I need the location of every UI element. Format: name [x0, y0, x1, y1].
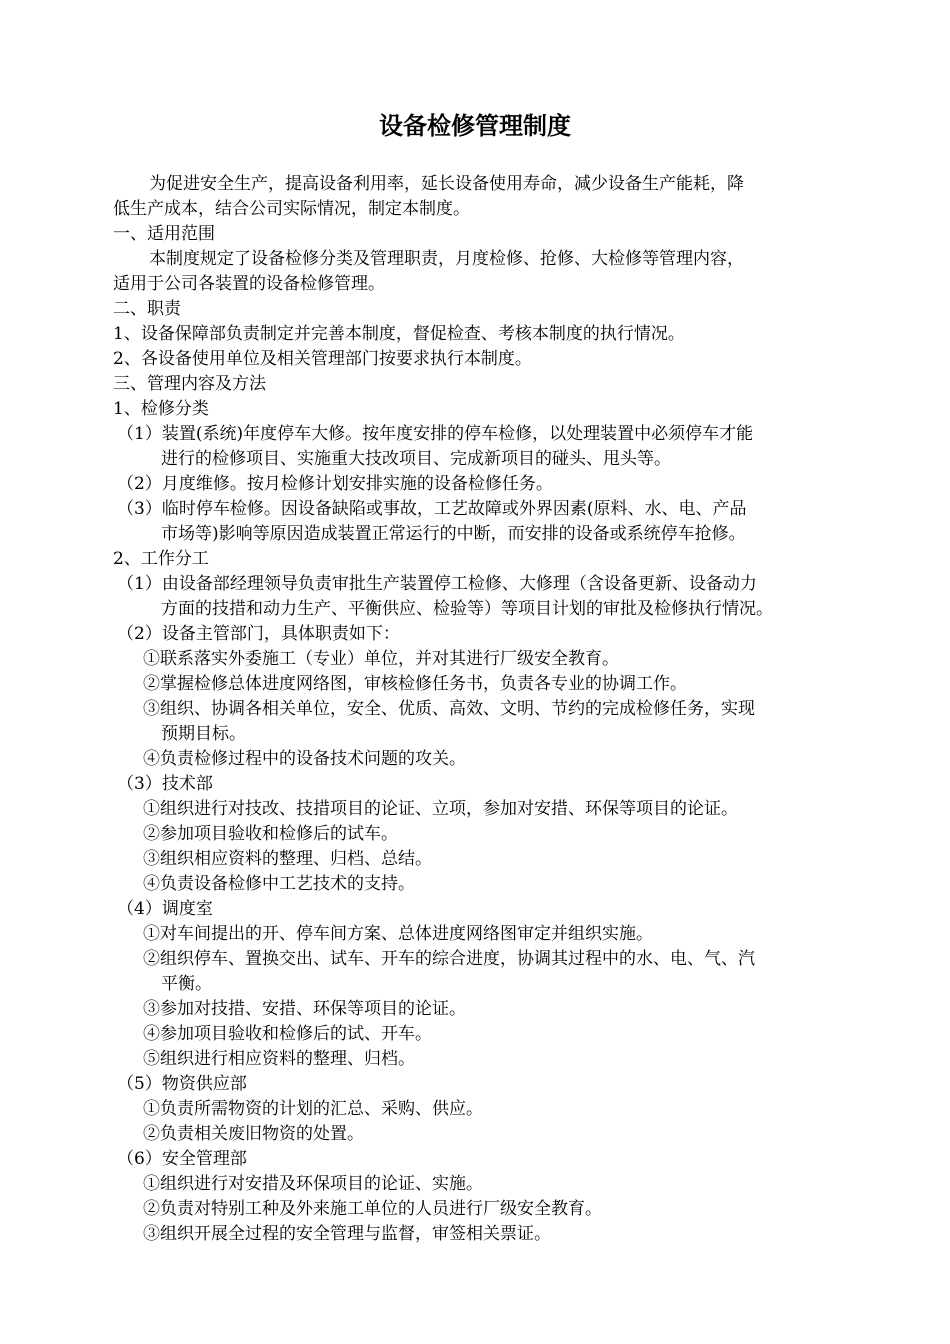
sub-item: ①对车间提出的开、停车间方案、总体进度网络图审定并组织实施。	[143, 924, 653, 944]
intro-line: 低生产成本，结合公司实际情况，制定本制度。	[113, 199, 470, 219]
duty-item: 1、设备保障部负责制定并完善本制度，督促检查、考核本制度的执行情况。	[113, 324, 685, 344]
sub-item: ②参加项目验收和检修后的试车。	[143, 824, 398, 844]
subsection-heading-division: 2、工作分工	[113, 549, 209, 569]
list-item-continued: 进行的检修项目、实施重大技改项目、完成新项目的碰头、甩头等。	[161, 449, 671, 469]
group-heading-supply-dept: （5）物资供应部	[117, 1074, 247, 1094]
sub-item: ①组织进行对技改、技措项目的论证、立项，参加对安措、环保等项目的论证。	[143, 799, 738, 819]
scope-line: 本制度规定了设备检修分类及管理职责，月度检修、抢修、大检修等管理内容，	[149, 249, 744, 269]
list-item: （1）由设备部经理领导负责审批生产装置停工检修、大修理（含设备更新、设备动力	[117, 574, 757, 594]
sub-item: ②负责对特别工种及外来施工单位的人员进行厂级安全教育。	[143, 1199, 602, 1219]
list-item-continued: 方面的技措和动力生产、平衡供应、检验等）等项目计划的审批及检修执行情况。	[161, 599, 773, 619]
group-heading-technical-dept: （3）技术部	[117, 774, 213, 794]
scope-line: 适用于公司各装置的设备检修管理。	[113, 274, 385, 294]
sub-item: ⑤组织进行相应资料的整理、归档。	[143, 1049, 415, 1069]
subsection-heading-classification: 1、检修分类	[113, 399, 209, 419]
sub-item: ②组织停车、置换交出、试车、开车的综合进度，协调其过程中的水、电、气、汽	[143, 949, 755, 969]
sub-item: ②负责相关废旧物资的处置。	[143, 1124, 364, 1144]
sub-item: ①负责所需物资的计划的汇总、采购、供应。	[143, 1099, 483, 1119]
group-heading-safety-dept: （6）安全管理部	[117, 1149, 247, 1169]
sub-item: ④负责检修过程中的设备技术问题的攻关。	[143, 749, 466, 769]
document-title: 设备检修管理制度	[379, 112, 571, 140]
sub-item: ③组织相应资料的整理、归档、总结。	[143, 849, 432, 869]
section-heading-scope: 一、适用范围	[113, 224, 215, 244]
list-item-continued: 市场等)影响等原因造成装置正常运行的中断，而安排的设备或系统停车抢修。	[161, 524, 746, 544]
sub-item: ③组织开展全过程的安全管理与监督，审签相关票证。	[143, 1224, 551, 1244]
document-body	[113, 172, 843, 1247]
sub-item: ④参加项目验收和检修后的试、开车。	[143, 1024, 432, 1044]
section-heading-methods: 三、管理内容及方法	[113, 374, 266, 394]
duty-item: 2、各设备使用单位及相关管理部门按要求执行本制度。	[113, 349, 532, 369]
group-heading-dispatch-room: （4）调度室	[117, 899, 213, 919]
sub-item: ③参加对技措、安措、环保等项目的论证。	[143, 999, 466, 1019]
list-item: （2）月度维修。按月检修计划安排实施的设备检修任务。	[117, 474, 553, 494]
group-heading-equipment-dept: （2）设备主管部门，具体职责如下：	[117, 624, 400, 644]
intro-line: 为促进安全生产，提高设备利用率，延长设备使用寿命，减少设备生产能耗，降	[149, 174, 744, 194]
sub-item: ④负责设备检修中工艺技术的支持。	[143, 874, 415, 894]
sub-item-continued: 平衡。	[161, 974, 212, 994]
section-heading-duties: 二、职责	[113, 299, 181, 319]
list-item: （1）装置(系统)年度停车大修。按年度安排的停车检修，以处理装置中必须停车才能	[117, 424, 754, 444]
sub-item: ②掌握检修总体进度网络图，审核检修任务书，负责各专业的协调工作。	[143, 674, 687, 694]
sub-item-continued: 预期目标。	[161, 724, 246, 744]
list-item: （3）临时停车检修。因设备缺陷或事故，工艺故障或外界因素(原料、水、电、产品	[117, 499, 747, 519]
sub-item: ①组织进行对安措及环保项目的论证、实施。	[143, 1174, 483, 1194]
sub-item: ③组织、协调各相关单位，安全、优质、高效、文明、节约的完成检修任务，实现	[143, 699, 755, 719]
sub-item: ①联系落实外委施工（专业）单位，并对其进行厂级安全教育。	[143, 649, 619, 669]
